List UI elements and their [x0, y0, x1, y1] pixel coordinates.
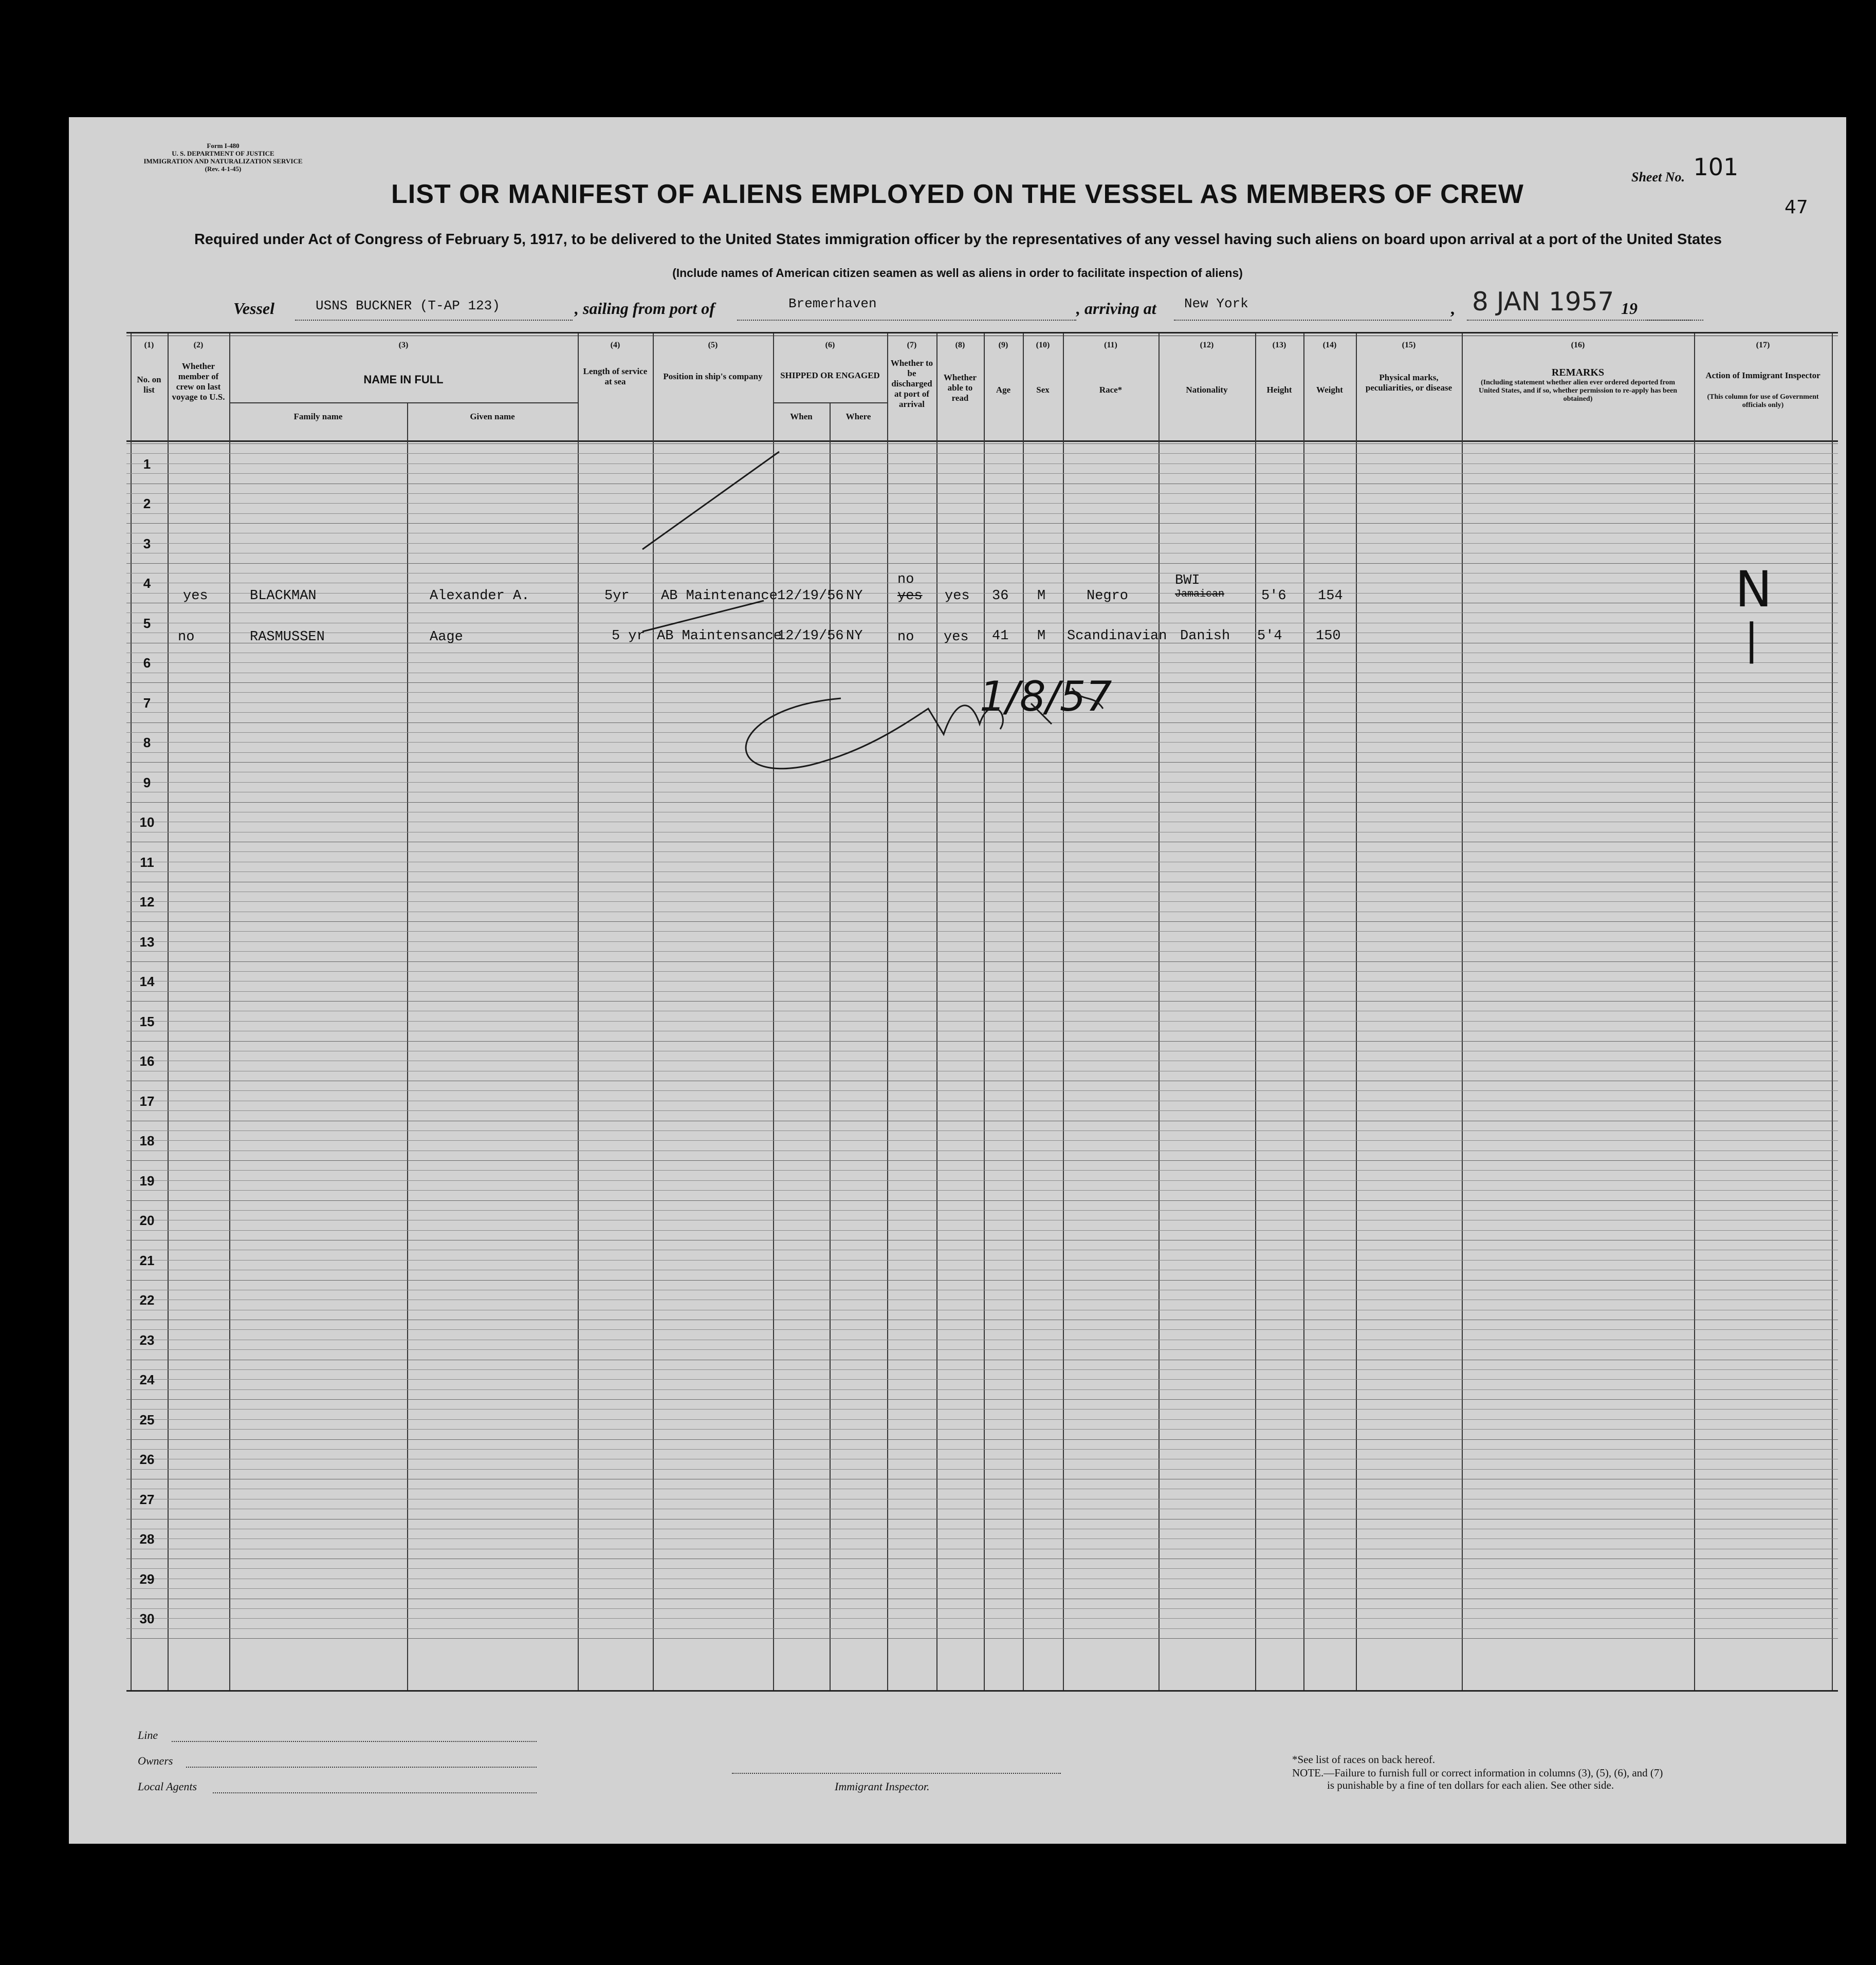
col-head-action-note: (This column for use of Government officials only) [1707, 393, 1819, 409]
col-head-discharged: Whether to be discharged at port of arrival [890, 358, 933, 409]
col-head-where: Where [845, 412, 871, 421]
row2-weight: 150 [1316, 628, 1341, 644]
page-title: LIST OR MANIFEST OF ALIENS EMPLOYED ON THE VESSEL AS MEMBERS OF CREW [391, 179, 1524, 209]
row2-sex: M [1037, 628, 1046, 644]
col-head-given: Given name [470, 412, 515, 421]
row-number: 14 [139, 974, 155, 990]
row-number: 6 [143, 655, 151, 671]
col-num-13: (13) [1272, 341, 1286, 349]
row2-age: 41 [992, 628, 1009, 644]
col-num-9: (9) [998, 341, 1008, 349]
footer-owners-label: Owners [138, 1754, 173, 1767]
col-num-17: (17) [1756, 341, 1770, 349]
col-num-7: (7) [907, 341, 917, 349]
row1-weight: 154 [1318, 588, 1343, 604]
row2-discharged: no [897, 629, 914, 645]
sheet-label: Sheet No. [1631, 170, 1685, 184]
row1-discharged: yes [897, 588, 923, 604]
row-number: 21 [139, 1252, 155, 1268]
row-number: 12 [139, 894, 155, 910]
row2-position: AB Maintensance [657, 628, 782, 644]
row1-discharged-correction: no [897, 572, 914, 587]
row1-height: 5'6 [1261, 588, 1286, 604]
form-identifier [131, 142, 316, 173]
date-stamp: 8 JAN 1957 [1472, 287, 1614, 317]
footer-note-penalty-2: is punishable by a fine of ten dollars for each alien. See other side. [1327, 1779, 1614, 1791]
row2-race: Scandinavian [1067, 628, 1167, 644]
col-num-1: (1) [144, 341, 154, 349]
col-num-4: (4) [610, 341, 620, 349]
footer-line-field [172, 1741, 537, 1742]
row-number: 11 [140, 854, 154, 870]
position-strike [642, 452, 779, 549]
row1-read: yes [945, 588, 970, 604]
col-head-family: Family name [293, 412, 343, 421]
service-strike [642, 601, 764, 632]
row1-nationality: Jamaican [1175, 588, 1225, 600]
row-number: 8 [143, 735, 151, 751]
handwritten-strokes [126, 333, 1838, 1690]
subtitle: Required under Act of Congress of February 5, 1917, to be delivered to the United States immigration officer by the representatives of any vessel having such aliens on board upon arrival at a port of the United States [194, 231, 1722, 248]
footer-agents-label: Local Agents [138, 1780, 197, 1793]
col-head-physical: Physical marks, peculiarities, or disease [1365, 373, 1452, 393]
col-head-action: Action of Immigrant Inspector [1705, 370, 1820, 380]
row-number: 19 [139, 1173, 155, 1189]
signature [746, 688, 1103, 769]
row1-given-name: Alexander A. [430, 588, 530, 604]
row1-last-voyage: yes [183, 588, 208, 604]
col-num-8: (8) [955, 341, 965, 349]
manifest-sheet [69, 117, 1846, 1844]
crew-table [126, 332, 1838, 1692]
col-num-10: (10) [1036, 341, 1050, 349]
row2-when: 12/19/56 [777, 628, 844, 644]
row1-family-name: BLACKMAN [250, 588, 317, 604]
row2-read: yes [944, 629, 969, 645]
col-head-position: Position in ship's company [663, 372, 763, 381]
col-head-name: NAME IN FULL [363, 373, 444, 386]
row2-service: 5 yr [612, 628, 645, 644]
col-head-nationality: Nationality [1186, 385, 1228, 395]
row1-when: 12/19/56 [777, 588, 844, 604]
col-head-no: No. on list [137, 375, 161, 395]
row1-position: AB Maintenance [661, 588, 778, 604]
sailing-line [737, 320, 1076, 321]
col-num-14: (14) [1322, 341, 1337, 349]
row2-where: NY [846, 628, 863, 644]
col-head-weight: Weight [1316, 385, 1343, 395]
col-num-6: (6) [825, 341, 835, 349]
row2-given-name: Aage [430, 629, 463, 645]
service: IMMIGRATION AND NATURALIZATION SERVICE [143, 157, 303, 165]
row-number: 23 [139, 1332, 155, 1348]
col-head-last-voyage: Whether member of crew on last voyage to U.S. [172, 361, 225, 402]
row-number: 3 [143, 535, 151, 551]
row2-nationality: Danish [1180, 628, 1230, 644]
row1-nationality-correction: BWI [1175, 573, 1200, 588]
footer-agents-field [213, 1792, 537, 1793]
handwritten-date: 1/8/57 [980, 673, 1112, 720]
col-head-service: Length of service at sea [583, 366, 648, 386]
row-number: 4 [143, 576, 151, 591]
col-head-race: Race* [1099, 385, 1123, 395]
row-number: 30 [139, 1611, 155, 1627]
arriving-at: New York [1184, 296, 1248, 311]
row-number: 22 [139, 1292, 155, 1308]
col-num-12: (12) [1200, 341, 1214, 349]
row2-last-voyage: no [178, 629, 195, 645]
row-number: 16 [139, 1053, 155, 1069]
arriving-label: , arriving at [1076, 299, 1156, 318]
col-head-remarks-note: (Including statement whether alien ever ordered deported from United States, and if so, whether permission to re-apply has been obtained) [1478, 379, 1678, 403]
row-number: 20 [139, 1213, 155, 1229]
row-number: 17 [139, 1093, 155, 1109]
col-head-age: Age [996, 385, 1011, 395]
row-number: 28 [139, 1531, 155, 1547]
footer-note-penalty: NOTE.—Failure to furnish full or correct information in columns (3), (5), (6), and (7) [1292, 1767, 1663, 1779]
row-number: 13 [139, 934, 155, 950]
sailing-label: , sailing from port of [575, 299, 715, 318]
row1-sex: M [1037, 588, 1046, 604]
form-number: Form I-480 [207, 142, 240, 150]
sailing-from: Bremerhaven [788, 296, 877, 311]
row-number: 5 [143, 615, 151, 631]
row1-race: Negro [1087, 588, 1129, 604]
inspector-signature-line [732, 1773, 1061, 1774]
arriving-line [1174, 320, 1451, 321]
row-number: 24 [139, 1372, 155, 1388]
row-number: 9 [143, 774, 151, 790]
col-num-16: (16) [1571, 341, 1585, 349]
row1-service: 5yr [604, 588, 630, 604]
row-number: 29 [139, 1571, 155, 1587]
row-number: 15 [139, 1013, 155, 1029]
col-num-5: (5) [708, 341, 718, 349]
revision: (Rev. 4-1-45) [205, 165, 242, 173]
row-number: 27 [139, 1491, 155, 1507]
year-line [1647, 320, 1703, 321]
row2-family-name: RASMUSSEN [250, 629, 325, 645]
col-head-remarks: REMARKS [1551, 367, 1605, 378]
row-number: 1 [143, 456, 151, 472]
subtitle-note: (Include names of American citizen seamen as well as aliens in order to facilitate inspection of aliens) [672, 266, 1243, 280]
col-head-shipped: SHIPPED OR ENGAGED [780, 370, 880, 380]
row1-where: NY [846, 588, 863, 604]
comma: , [1450, 299, 1455, 318]
row-number: 10 [139, 814, 155, 830]
row2-height: 5'4 [1257, 628, 1282, 644]
col-head-height: Height [1266, 385, 1292, 395]
col-head-read: Whether able to read [943, 373, 977, 403]
year-label: 19 [1621, 299, 1638, 318]
col-num-15: (15) [1402, 341, 1416, 349]
vessel-line [295, 320, 573, 321]
inspector-mark-row1: N [1735, 561, 1772, 618]
vessel-label: Vessel [233, 299, 274, 318]
col-head-when: When [790, 412, 813, 421]
page-number: 47 [1785, 197, 1808, 218]
col-head-sex: Sex [1036, 385, 1050, 395]
row-number: 2 [143, 496, 151, 512]
row-number: 25 [139, 1412, 155, 1428]
footer-owners-field [186, 1767, 537, 1768]
col-num-3: (3) [398, 341, 409, 349]
vessel-name: USNS BUCKNER (T-AP 123) [316, 298, 500, 313]
row-number: 18 [139, 1133, 155, 1149]
footer-line-label: Line [138, 1729, 158, 1741]
col-num-11: (11) [1104, 341, 1117, 349]
inspector-label: Immigrant Inspector. [835, 1780, 930, 1793]
row-number: 7 [143, 695, 151, 711]
row-number: 26 [139, 1452, 155, 1468]
col-num-2: (2) [193, 341, 204, 349]
department: U. S. DEPARTMENT OF JUSTICE [172, 150, 274, 157]
inspector-mark-row2: | [1744, 615, 1759, 664]
footer-note-races: *See list of races on back hereof. [1292, 1753, 1436, 1766]
row1-age: 36 [992, 588, 1009, 604]
sheet-number: 101 [1693, 153, 1739, 181]
